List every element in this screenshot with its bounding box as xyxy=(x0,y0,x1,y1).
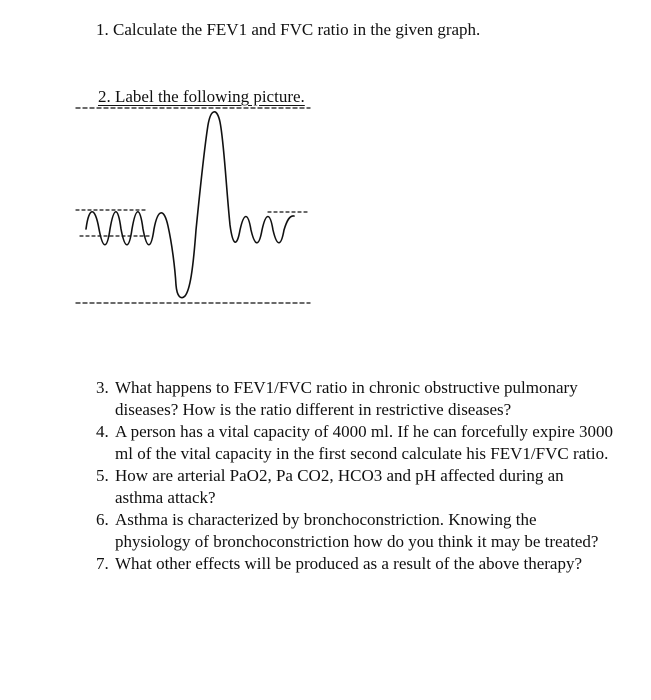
question-text: A person has a vital capacity of 4000 ml. If he can forcefully expire 3000 ml of the vital capacity in the first second calculate his FEV1/FVC ratio. xyxy=(115,422,614,463)
question-text: What happens to FEV1/FVC ratio in chronic obstructive pulmonary diseases? How is the ratio different in restrictive diseases? xyxy=(115,378,578,419)
question-text: How are arterial PaO2, Pa CO2, HCO3 and pH affected during an asthma attack? xyxy=(115,466,564,507)
question-2: 2. Label the following picture. xyxy=(98,87,305,106)
question-number: 4. xyxy=(96,422,109,441)
question-6 xyxy=(96,509,616,553)
waveform-line xyxy=(86,112,294,298)
question-7 xyxy=(96,553,616,575)
question-list xyxy=(96,377,616,575)
question-number: 5. xyxy=(96,466,109,485)
question-4 xyxy=(96,421,616,465)
question-3 xyxy=(96,377,616,421)
question-5 xyxy=(96,465,616,509)
question-number: 7. xyxy=(96,554,109,573)
question-1: 1. Calculate the FEV1 and FVC ratio in the given graph. xyxy=(96,20,481,39)
question-text: What other effects will be produced as a result of the above therapy? xyxy=(115,554,582,573)
question-number: 3. xyxy=(96,378,109,397)
question-number: 6. xyxy=(96,510,109,529)
question-text: Asthma is characterized by bronchoconstriction. Knowing the physiology of bronchoconstriction how do you think it may be treated? xyxy=(115,510,599,551)
